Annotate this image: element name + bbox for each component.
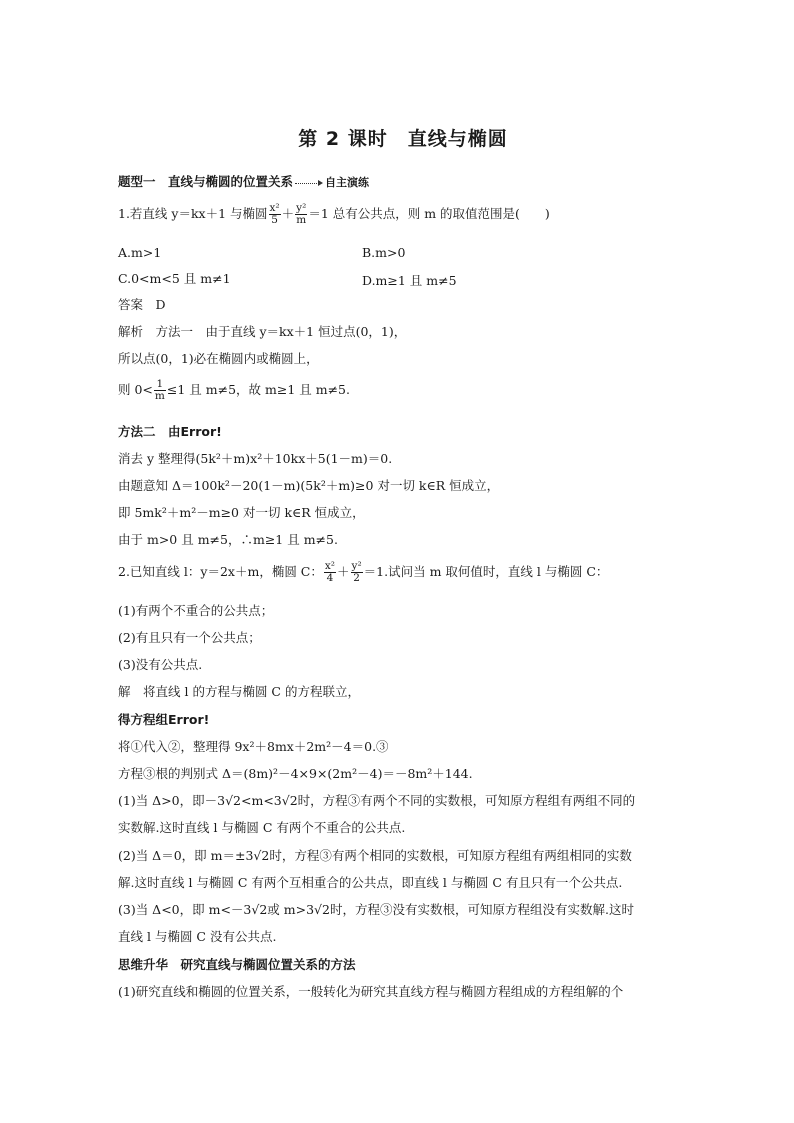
answer: 答案 D: [118, 297, 166, 312]
option-b: B.m>0: [362, 245, 406, 260]
analysis-line: 所以点(0，1)必在椭圆内或椭圆上，: [118, 351, 319, 366]
q2-frac-x: $\frac{\text{x²}}{4}$: [324, 560, 335, 585]
solution-line: 解 将直线 l 的方程与椭圆 C 的方程联立，: [118, 684, 360, 699]
option-d: D.m≥1 且 m≠5: [362, 273, 457, 288]
analysis-line: 解析 方法一 由于直线 y＝kx＋1 恒过点(0，1)，: [118, 324, 407, 339]
q2-item: (3)没有公共点.: [118, 657, 203, 672]
case-line: 解.这时直线 l 与椭圆 C 有两个互相重合的公共点，即直线 l 与椭圆 C 有且只有一个公共点.: [118, 875, 623, 890]
summary-heading: 思维升华 研究直线与椭圆位置关系的方法: [118, 957, 356, 972]
section-heading: [118, 174, 369, 189]
q2-item: (1)有两个不重合的公共点；: [118, 603, 274, 618]
case-line: (2)当 Δ＝0，即 m＝±3√2时，方程③有两个相同的实数根，可知原方程组有两组相同的实数: [118, 848, 632, 863]
q1-frac-x: $\frac{\text{x²}}{5}$: [269, 202, 280, 227]
solution-line: 方程③根的判别式 Δ＝(8m)²－4×9×(2m²－4)＝－8m²＋144.: [118, 766, 473, 781]
q2-stem: 2.已知直线 l：y＝2x＋m，椭圆 C： $\frac{\text{x²}}{4}$ ＋ $\frac{\text{y²}}{2}$ ＝1.试问当 m 取何值时，直线 l 与椭圆 C：: [118, 560, 609, 585]
section-tag: 自主演练: [325, 176, 370, 189]
case-line: 直线 l 与椭圆 C 没有公共点.: [118, 929, 277, 944]
arrow-icon: [295, 178, 323, 188]
page-title: 第 2 课时 直线与椭圆: [298, 128, 508, 150]
section-label: 题型一 直线与椭圆的位置关系: [118, 174, 294, 189]
summary-line: (1)研究直线和椭圆的位置关系，一般转化为研究其直线方程与椭圆方程组成的方程组解的个: [118, 984, 624, 999]
analysis-line-frac: 则 0< $\frac{1}{m}$ ≤1 且 m≠5，故 m≥1 且 m≠5.: [118, 378, 350, 403]
option-a: A.m>1: [118, 245, 162, 260]
q1-stem-tail: ＝1 总有公共点，则 m 的取值范围是( ): [308, 206, 550, 222]
step-line: 消去 y 整理得(5k²＋m)x²＋10kx＋5(1－m)＝0.: [118, 451, 393, 466]
q1-stem: 1.若直线 y＝kx＋1 与椭圆 $\frac{\text{x²}}{5}$ ＋ $\frac{\text{y²}}{m}$ ＝1 总有公共点，则 m 的取值范围是( ): [118, 202, 550, 227]
method-two: 方法二 由Error!: [118, 424, 222, 439]
analysis-frac: $\frac{1}{m}$: [154, 378, 165, 403]
q1-frac-y: $\frac{\text{y²}}{m}$: [296, 202, 307, 227]
q1-stem-text: 1.若直线 y＝kx＋1 与椭圆: [118, 206, 268, 222]
step-line: 由于 m>0 且 m≠5，∴m≥1 且 m≠5.: [118, 532, 338, 547]
step-line: 由题意知 Δ＝100k²－20(1－m)(5k²＋m)≥0 对一切 k∈R 恒成立，: [118, 478, 500, 493]
solution-line: 得方程组Error!: [118, 712, 210, 727]
q2-frac-y: $\frac{\text{y²}}{2}$: [351, 560, 362, 585]
q2-item: (2)有且只有一个公共点；: [118, 630, 261, 645]
step-line: 即 5mk²＋m²－m≥0 对一切 k∈R 恒成立，: [118, 505, 365, 520]
case-line: (3)当 Δ<0，即 m<－3√2或 m>3√2时，方程③没有实数根，可知原方程组没有实数解.这时: [118, 902, 634, 917]
case-line: 实数解.这时直线 l 与椭圆 C 有两个不重合的公共点.: [118, 820, 406, 835]
option-c: C.0<m<5 且 m≠1: [118, 271, 231, 286]
solution-line: 将①代入②，整理得 9x²＋8mx＋2m²－4＝0.③: [118, 739, 389, 754]
case-line: (1)当 Δ>0，即－3√2<m<3√2时，方程③有两个不同的实数根，可知原方程组有两组不同的: [118, 793, 636, 808]
